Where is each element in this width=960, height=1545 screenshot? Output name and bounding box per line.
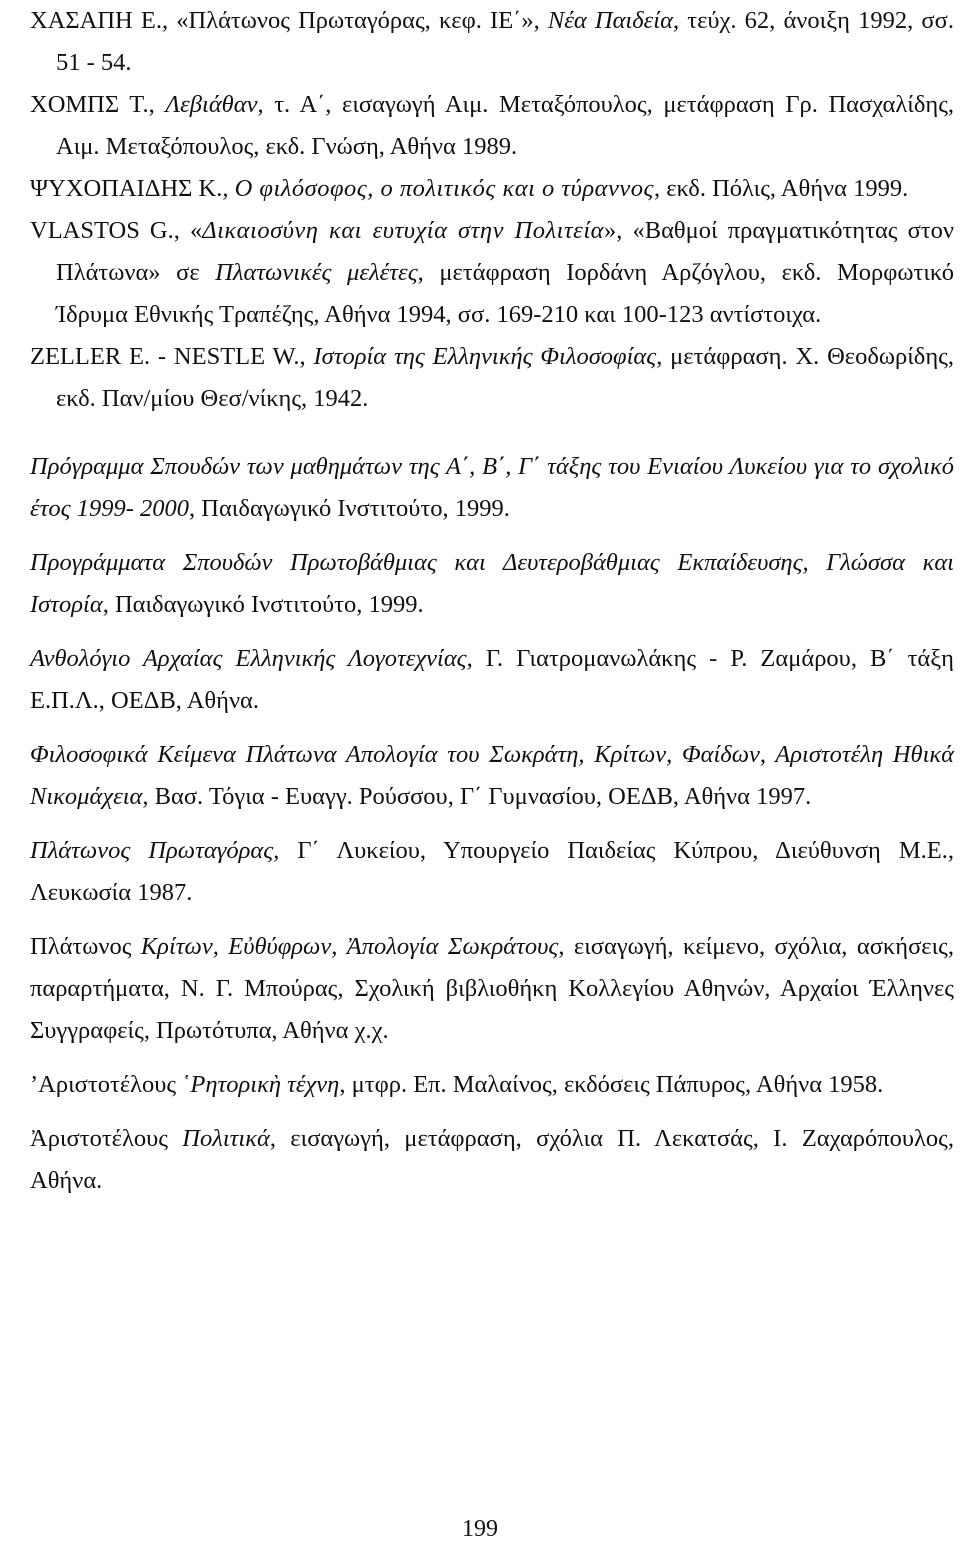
entry-text: , εισαγωγή, κείμενο, σχόλια, ασκήσεις, παραρτήματα, Ν. Γ. Μπούρας, Σχολική βιβλιοθήκη Κολλεγίου Αθηνών, Αρχαίοι Έλληνες Συγγραφείς, Πρωτότυπα, Αθήνα χ.χ. (30, 933, 954, 1044)
entry-title: Πρόγραμμα Σπουδών των μαθημάτων της Α΄, Β΄, Γ΄ τάξης του Ενιαίου Λυκείου για το σχολικό έτος 1999- 2000 (30, 453, 954, 522)
bibliography-entry (30, 542, 954, 626)
entry-author: ΧΑΣΑΠΗ Ε., (30, 7, 169, 34)
entry-text: , τ. Α΄, εισαγωγή Αιμ. Μεταξόπουλος, μετάφραση Γρ. Πασχαλίδης, Αιμ. Μεταξόπουλος, εκδ. Γνώση, Αθήνα 1989. (56, 91, 955, 160)
entry-title: Πλατωνικές μελέτες (215, 259, 418, 286)
entry-author: VLASTOS G., (30, 217, 180, 244)
bibliography-entry (30, 830, 954, 914)
entry-text: Ἀριστοτέλους (30, 1125, 183, 1152)
page-number: 199 (462, 1516, 498, 1542)
entry-title: Λεβιάθαν (165, 91, 258, 118)
entry-author: ΧΟΜΠΣ Τ., (30, 91, 155, 118)
bibliography-entry (30, 638, 954, 722)
entry-text: , τεύχ. 62, άνοιξη 1992, σσ. 51 - 54. (56, 7, 954, 76)
bibliography-entry (30, 1118, 954, 1202)
entry-text: , εκδ. Πόλις, Αθήνα 1999. (653, 175, 909, 202)
entry-text: , μετάφραση. Χ. Θεοδωρίδης, εκδ. Παν/μίου Θεσ/νίκης, 1942. (56, 343, 954, 412)
entry-text: , Γ. Γιατρομανωλάκης - Ρ. Ζαμάρου, Β΄ τάξη Ε.Π.Λ., ΟΕΔΒ, Αθήνα. (30, 645, 954, 714)
entry-text: , Παιδαγωγικό Ινστιτούτο, 1999. (189, 495, 510, 522)
entry-title: Ιστορία της Ελληνικής Φιλοσοφίας (313, 343, 657, 370)
bibliography-entry (30, 734, 954, 818)
bibliography-entry (30, 210, 954, 336)
entry-title: Πολιτικά (182, 1125, 270, 1152)
entry-author: ΨΥΧΟΠΑΙΔΗΣ Κ., (30, 175, 229, 202)
entry-text (155, 91, 166, 118)
entry-title: Πλάτωνος Πρωταγόρας (30, 837, 274, 864)
entry-text: Πλάτωνος (30, 933, 141, 960)
bibliography-entry (30, 926, 954, 1052)
bibliography-entry (30, 84, 954, 168)
entry-title: Ο φιλόσοφος, ο πολιτικός και ο τύραννος (234, 175, 654, 202)
entry-author: ZELLER E. - NESTLE W., (30, 343, 306, 370)
entry-text: , Γ΄ Λυκείου, Υπουργείο Παιδείας Κύπρου, Διεύθυνση Μ.Ε., Λευκωσία 1987. (30, 837, 954, 906)
entry-text: , μετάφραση Ιορδάνη Αρζόγλου, εκδ. Μορφωτικό Ίδρυμα Εθνικής Τραπέζης, Αθήνα 1994, σσ. 169-210 και 100-123 αντίστοιχα. (56, 259, 954, 328)
bibliography-entry (30, 336, 954, 420)
bibliography-list (30, 0, 954, 1202)
bibliography-entry (30, 0, 954, 84)
entry-title: Προγράμματα Σπουδών Πρωτοβάθμιας και Δευτεροβάθμιας Εκπαίδευσης, Γλώσσα και Ιστορία (30, 549, 954, 618)
entry-title: Φιλοσοφικά Κείμενα Πλάτωνα Απολογία του Σωκράτη, Κρίτων, Φαίδων, Αριστοτέλη Ηθικά Νικομάχεια (30, 741, 954, 810)
bibliography-entry (30, 168, 954, 210)
entry-title: Νέα Παιδεία (547, 7, 673, 34)
entry-text: , μτφρ. Επ. Μαλαίνος, εκδόσεις Πάπυρος, Αθήνα 1958. (339, 1071, 884, 1098)
entry-title: Ανθολόγιο Αρχαίας Ελληνικής Λογοτεχνίας (30, 645, 467, 672)
entry-title: ῾Ρητορικὴ τέχνη (182, 1071, 340, 1098)
entry-title: Δικαιοσύνη και ευτυχία στην Πολιτεία (202, 217, 604, 244)
entry-text: , Βασ. Τόγια - Ευαγγ. Ρούσσου, Γ΄ Γυμνασίου, ΟΕΔΒ, Αθήνα 1997. (142, 783, 812, 810)
entry-text: ’Αριστοτέλους (30, 1071, 183, 1098)
entry-text: , Παιδαγωγικό Ινστιτούτο, 1999. (102, 591, 424, 618)
bibliography-entry (30, 446, 954, 530)
entry-text: , εισαγωγή, μετάφραση, σχόλια Π. Λεκατσάς, Ι. Ζαχαρόπουλος, Αθήνα. (30, 1125, 954, 1194)
entry-text: », «Βαθμοί πραγματικότητας στον Πλάτωνα» σε (56, 217, 954, 286)
bibliography-entry (30, 1064, 954, 1106)
entry-text: «Πλάτωνος Πρωταγόρας, κεφ. ΙΕ΄», (168, 7, 548, 34)
entry-text: « (179, 217, 203, 244)
entry-title: Κρίτων, Εὐθύφρων, Ἀπολογία Σωκράτους (140, 933, 559, 960)
